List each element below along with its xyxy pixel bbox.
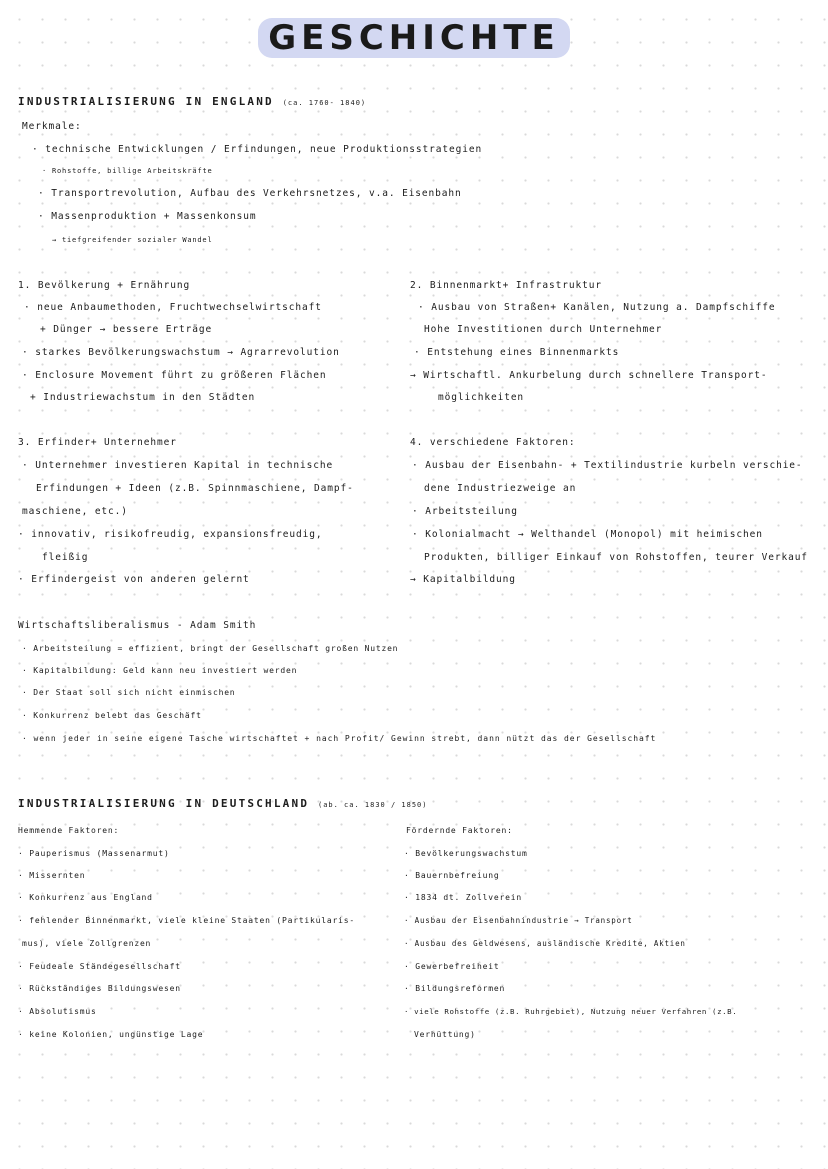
page-title: [0, 18, 828, 58]
section-title: 1. Bevölkerung + Ernährung: [18, 280, 191, 291]
section-title: 4. verschiedene Faktoren:: [410, 437, 576, 448]
list-item: · Massenproduktion + Massenkonsum: [38, 211, 257, 222]
list-item: · neue Anbaumethoden, Fruchtwechselwirtschaft: [24, 302, 322, 313]
list-item: · Ausbau des Geldwesens, ausländische Kredite, Aktien: [404, 939, 686, 948]
list-item: · Unternehmer investieren Kapital in technische: [22, 460, 334, 471]
list-item: · Rückständiges Bildungswesen: [18, 984, 181, 993]
list-item: maschiene, etc.): [22, 506, 128, 517]
deutschland-heading-text: INDUSTRIALISIERUNG IN DEUTSCHLAND: [18, 797, 310, 810]
list-item: · Kolonialmacht → Welthandel (Monopol) mit heimischen: [412, 529, 763, 540]
list-item: · Missernten: [18, 871, 86, 880]
list-item: · Erfindergeist von anderen gelernt: [18, 574, 250, 585]
list-item: · Ausbau von Straßen+ Kanälen, Nutzung a. Dampfschiffe: [418, 302, 776, 313]
list-item: · Gewerbefreiheit: [404, 962, 500, 971]
list-item: möglichkeiten: [438, 392, 525, 403]
list-item: · Bauernbefreiung: [404, 871, 500, 880]
list-item: · Konkurrenz belebt das Geschäft: [22, 711, 202, 720]
list-item: · Rohstoffe, billige Arbeitskräfte: [42, 167, 213, 175]
list-item: · Bevölkerungswachstum: [404, 849, 528, 858]
england-heading-text: INDUSTRIALISIERUNG IN ENGLAND: [18, 95, 274, 108]
title-text: GESCHICHTE: [258, 18, 570, 58]
list-item: · Kapitalbildung: Geld kann neu investiert werden: [22, 666, 298, 675]
list-item: dene Industriezweige an: [424, 483, 577, 494]
list-item: · Absolutismus: [18, 1007, 97, 1016]
list-item: · Entstehung eines Binnenmarkts: [414, 347, 620, 358]
list-item: · Der Staat soll sich nicht einmischen: [22, 688, 236, 697]
list-item: + Dünger → bessere Erträge: [40, 324, 213, 335]
list-item: Produkten, billiger Einkauf von Rohstoffen, teurer Verkauf: [424, 552, 808, 563]
list-item: · wenn jeder in seine eigene Tasche wirtschaftet + nach Profit/ Gewinn strebt, dann nützt das der Gesellschaft: [22, 734, 657, 743]
list-item: · Pauperismus (Massenarmut): [18, 849, 170, 858]
list-item: · starkes Bevölkerungswachstum → Agrarrevolution: [22, 347, 340, 358]
section-title: 2. Binnenmarkt+ Infrastruktur: [410, 280, 602, 291]
section-heading-deutschland: [18, 797, 428, 810]
list-item: Hohe Investitionen durch Unternehmer: [424, 324, 663, 335]
list-item: → Wirtschaftl. Ankurbelung durch schnellere Transport-: [410, 370, 768, 381]
list-item: mus), viele Zollgrenzen: [22, 939, 152, 948]
list-item: Erfindungen + Ideen (z.B. Spinnmaschiene, Dampf-: [36, 483, 354, 494]
list-item: · fehlender Binnenmarkt, viele kleine Staaten (Partikularis-: [18, 916, 355, 925]
list-item: · keine Kolonien, ungünstige Lage: [18, 1030, 204, 1039]
list-item: + Industriewachstum in den Städten: [30, 392, 256, 403]
list-item: · 1834 dt. Zollverein: [404, 893, 522, 902]
england-period: (ca. 1760- 1840): [282, 99, 367, 107]
list-item: fleißig: [42, 552, 89, 563]
list-item: · Feudeale Ständegesellschaft: [18, 962, 181, 971]
section-title: 3. Erfinder+ Unternehmer: [18, 437, 177, 448]
list-item: · technische Entwicklungen / Erfindungen, neue Produktionsstrategien: [32, 144, 483, 155]
merkmale-label: Merkmale:: [22, 121, 82, 132]
list-item: · viele Rohstoffe (z.B. Ruhrgebiet), Nutzung neuer Verfahren (z.B.: [404, 1007, 738, 1016]
section-heading-england: [18, 95, 366, 108]
list-item: · innovativ, risikofreudig, expansionsfreudig,: [18, 529, 323, 540]
list-item: · Konkurrenz aus England: [18, 893, 153, 902]
list-item: · Bildungsreformen: [404, 984, 506, 993]
section-title: Wirtschaftsliberalismus - Adam Smith: [18, 620, 257, 631]
list-item: · Transportrevolution, Aufbau des Verkehrsnetzes, v.a. Eisenbahn: [38, 188, 462, 199]
list-item: → Kapitalbildung: [410, 574, 516, 585]
list-item: Verhüttung): [414, 1030, 476, 1039]
list-item: · Arbeitsteilung = effizient, bringt der Gesellschaft großen Nutzen: [22, 644, 399, 653]
list-item: · Ausbau der Eisenbahn- + Textilindustrie kurbeln verschie-: [412, 460, 803, 471]
list-item: → tiefgreifender sozialer Wandel: [52, 236, 213, 244]
list-item: · Ausbau der Eisenbahnindustrie → Transport: [404, 916, 633, 925]
list-item: · Arbeitsteilung: [412, 506, 518, 517]
foerdernde-label: Fördernde Faktoren:: [406, 826, 513, 835]
list-item: · Enclosure Movement führt zu größeren Flächen: [22, 370, 327, 381]
hemmende-label: Hemmende Faktoren:: [18, 826, 120, 835]
deutschland-period: (ab. ca. 1830 / 1850): [317, 801, 428, 809]
